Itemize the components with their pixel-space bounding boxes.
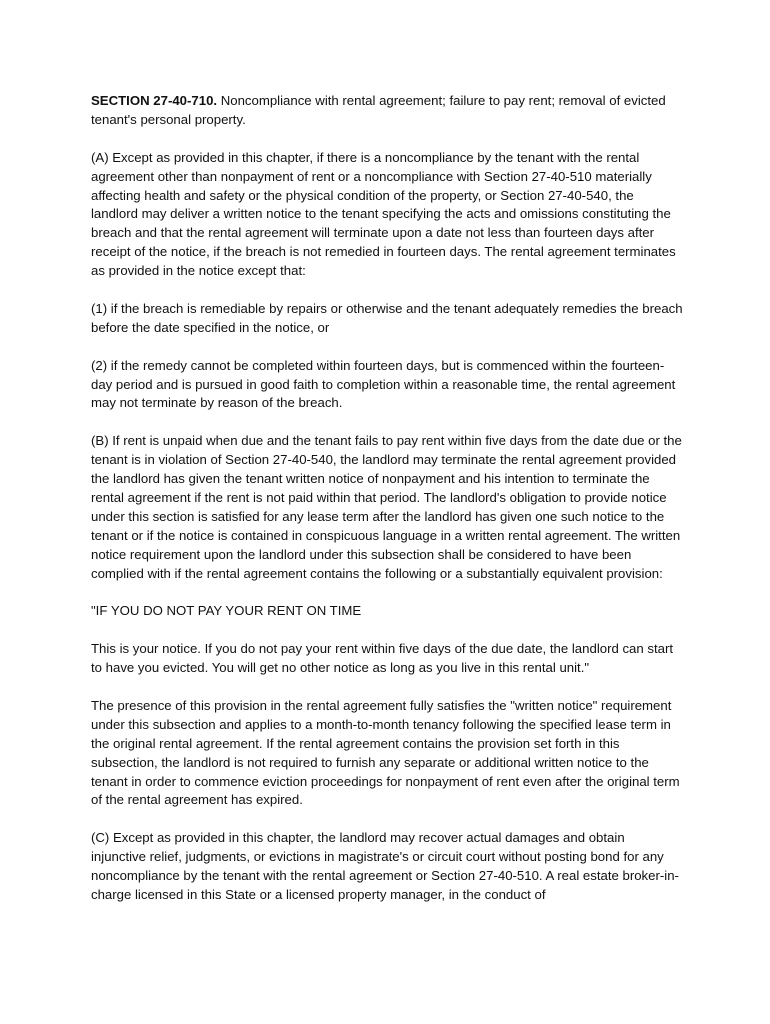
section-number: SECTION 27-40-710. xyxy=(91,93,218,108)
paragraph-a-1: (1) if the breach is remediable by repairs or otherwise and the tenant adequately remedies the breach before the date specified in the notice, or xyxy=(91,300,683,335)
paragraph-b: (B) If rent is unpaid when due and the tenant fails to pay rent within five days from the date due or the tenant is in violation of Section 27-40-540, the landlord may terminate the rental agreement provided the landlord has given the tenant written notice of nonpayment and his intention to terminate the rental agreement if the rent is not paid within that period. The landlord's obligation to provide notice under this section is satisfied for any lease term after the landlord has given one such notice to the tenant or if the notice is contained in conspicuous language in a written rental agreement. The written notice requirement upon the landlord under this subsection shall be considered to have been complied with if the rental agreement contains the following or a substantially equivalent provision: xyxy=(91,433,682,581)
paragraph-b-provision: The presence of this provision in the rental agreement fully satisfies the "written notice" requirement under this subsection and applies to a month-to-month tenancy following the specified lease term in the original rental agreement. If the rental agreement contains the provision set forth in this subsection, the landlord is not required to furnish any separate or additional written notice to the tenant in order to commence eviction proceedings for nonpayment of rent even after the original term of the rental agreement has expired. xyxy=(91,697,680,808)
notice-heading: "IF YOU DO NOT PAY YOUR RENT ON TIME xyxy=(91,603,362,619)
paragraph-a: (A) Except as provided in this chapter, if there is a noncompliance by the tenant with the rental agreement other than nonpayment of rent or a noncompliance with Section 27-40-510 materially affecting health and safety or the physical condition of the property, or Section 27-40-540, the landlord may deliver a written notice to the tenant specifying the acts and omissions constituting the breach and that the rental agreement will terminate upon a date not less than fourteen days after receipt of the notice, if the breach is not remedied in fourteen days. The rental agreement terminates as provided in the notice except that: xyxy=(91,149,676,279)
document-page xyxy=(91,92,683,924)
notice-text: This is your notice. If you do not pay your rent within five days of the due date, the landlord can start to have you evicted. You will get no other notice as long as you live in this rental unit." xyxy=(91,641,674,676)
paragraph-a-2: (2) if the remedy cannot be completed within fourteen days, but is commenced within the fourteen-day period and is pursued in good faith to completion within a reasonable time, the rental agreement may not terminate by reason of the breach. xyxy=(91,357,676,411)
paragraph-c: (C) Except as provided in this chapter, the landlord may recover actual damages and obtain injunctive relief, judgments, or evictions in magistrate's or circuit court without posting bond for any noncompliance by the tenant with the rental agreement or Section 27-40-510. A real estate broker-in-charge licensed in this State or a licensed property manager, in the conduct of xyxy=(91,830,679,902)
section-title: Noncompliance with rental agreement; failure to pay rent; removal of evicted tenant's personal property. xyxy=(91,93,666,127)
section-heading xyxy=(91,92,683,130)
